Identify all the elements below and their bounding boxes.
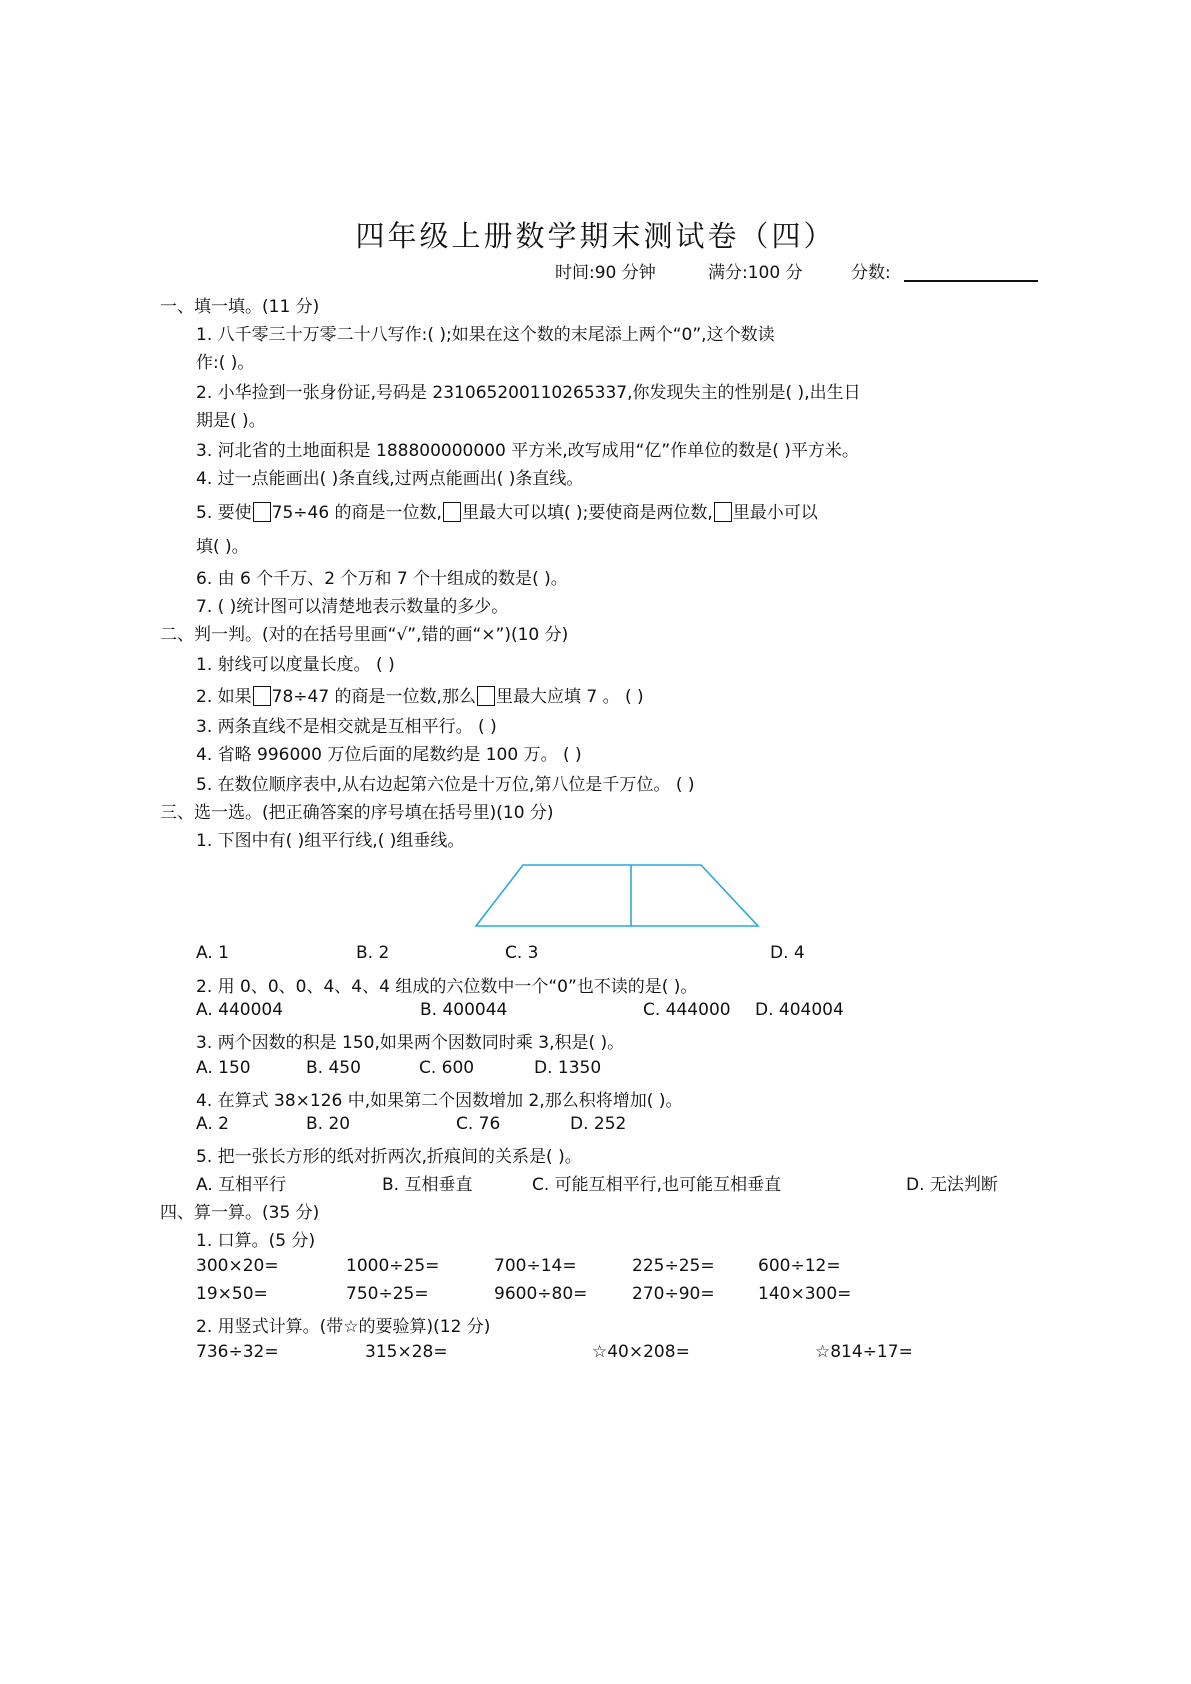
s2-q4: 4. 省略 996000 万位后面的尾数约是 100 万。 ( ) bbox=[196, 745, 582, 765]
blank-box bbox=[477, 686, 495, 706]
blank-box bbox=[253, 686, 271, 706]
s3-q4-option-b: B. 20 bbox=[306, 1114, 351, 1134]
oral-calc-item: 9600÷80= bbox=[494, 1284, 588, 1304]
vertical-calc-item: 736÷32= bbox=[196, 1342, 279, 1362]
s1-q3: 3. 河北省的土地面积是 188800000000 平方米,改写成用“亿”作单位的数是( )平方米。 bbox=[196, 441, 859, 461]
vertical-calc-item: 315×28= bbox=[365, 1342, 448, 1362]
s3-q1-option-c: C. 3 bbox=[505, 943, 539, 963]
s1-q5-line1 bbox=[196, 498, 818, 523]
s3-q5-option-d: D. 无法判断 bbox=[906, 1175, 998, 1195]
s1-q5-text-3: 里最大可以填( );要使商是两位数, bbox=[461, 503, 713, 523]
trapezoid-figure bbox=[473, 863, 763, 929]
oral-calc-item: 700÷14= bbox=[494, 1256, 577, 1276]
section-2-heading: 二、判一判。(对的在括号里画“√”,错的画“×”)(10 分) bbox=[160, 625, 569, 645]
score-blank bbox=[904, 280, 1038, 282]
oral-calc-item: 300×20= bbox=[196, 1256, 279, 1276]
s3-q5: 5. 把一张长方形的纸对折两次,折痕间的关系是( )。 bbox=[196, 1147, 582, 1167]
s3-q4-option-d: D. 252 bbox=[570, 1114, 627, 1134]
s2-q1: 1. 射线可以度量长度。 ( ) bbox=[196, 655, 395, 675]
s1-q4: 4. 过一点能画出( )条直线,过两点能画出( )条直线。 bbox=[196, 469, 584, 489]
s1-q1-line2: 作:( )。 bbox=[196, 353, 255, 373]
s1-q7: 7. ( )统计图可以清楚地表示数量的多少。 bbox=[196, 597, 509, 617]
s1-q5-text-2: 75÷46 的商是一位数, bbox=[271, 503, 442, 523]
s1-q5-text-4: 里最小可以 bbox=[732, 503, 818, 523]
full-score: 满分:100 分 bbox=[708, 263, 803, 283]
s3-q3: 3. 两个因数的积是 150,如果两个因数同时乘 3,积是( )。 bbox=[196, 1033, 625, 1053]
s3-q3-option-d: D. 1350 bbox=[534, 1058, 602, 1078]
oral-calc-item: 600÷12= bbox=[758, 1256, 841, 1276]
s2-q2-text-2: 78÷47 的商是一位数,那么 bbox=[271, 687, 476, 707]
s1-q5-text-1: 5. 要使 bbox=[196, 503, 252, 523]
blank-box bbox=[253, 502, 271, 522]
s3-q1-option-d: D. 4 bbox=[770, 943, 805, 963]
section-4-heading: 四、算一算。(35 分) bbox=[160, 1203, 320, 1223]
s1-q1-line1: 1. 八千零三十万零二十八写作:( );如果在这个数的末尾添上两个“0”,这个数读 bbox=[196, 325, 775, 345]
s1-q5-line2: 填( )。 bbox=[196, 537, 249, 557]
s1-q2-line1: 2. 小华捡到一张身份证,号码是 231065200110265337,你发现失主的性别是( ),出生日 bbox=[196, 383, 861, 403]
score-label: 分数: bbox=[851, 263, 891, 283]
s2-q3: 3. 两条直线不是相交就是互相平行。 ( ) bbox=[196, 717, 497, 737]
s3-q2-option-b: B. 400044 bbox=[420, 1000, 508, 1020]
s3-q1-option-a: A. 1 bbox=[196, 943, 229, 963]
s3-q1-option-b: B. 2 bbox=[356, 943, 390, 963]
s4-q2: 2. 用竖式计算。(带☆的要验算)(12 分) bbox=[196, 1317, 491, 1337]
s3-q4-option-c: C. 76 bbox=[456, 1114, 501, 1134]
s4-q1: 1. 口算。(5 分) bbox=[196, 1231, 316, 1251]
blank-box bbox=[443, 502, 461, 522]
s3-q2: 2. 用 0、0、0、4、4、4 组成的六位数中一个“0”也不读的是( )。 bbox=[196, 977, 698, 997]
s3-q4-option-a: A. 2 bbox=[196, 1114, 229, 1134]
s2-q2 bbox=[196, 682, 644, 707]
s3-q1: 1. 下图中有( )组平行线,( )组垂线。 bbox=[196, 831, 465, 851]
oral-calc-item: 225÷25= bbox=[632, 1256, 715, 1276]
oral-calc-item: 140×300= bbox=[758, 1284, 852, 1304]
page-title: 四年级上册数学期末测试卷（四） bbox=[355, 219, 836, 253]
section-1-heading: 一、填一填。(11 分) bbox=[160, 297, 320, 317]
exam-time: 时间:90 分钟 bbox=[555, 263, 656, 283]
vertical-calc-item: ☆814÷17= bbox=[815, 1342, 913, 1362]
s2-q5: 5. 在数位顺序表中,从右边起第六位是十万位,第八位是千万位。 ( ) bbox=[196, 775, 695, 795]
s2-q2-text-3: 里最大应填 7 。 ( ) bbox=[495, 687, 644, 707]
s3-q2-option-c: C. 444000 bbox=[643, 1000, 731, 1020]
s3-q3-option-b: B. 450 bbox=[306, 1058, 361, 1078]
s2-q2-text-1: 2. 如果 bbox=[196, 687, 252, 707]
oral-calc-item: 750÷25= bbox=[346, 1284, 429, 1304]
blank-box bbox=[714, 502, 732, 522]
s3-q2-option-d: D. 404004 bbox=[755, 1000, 844, 1020]
s1-q2-line2: 期是( )。 bbox=[196, 411, 266, 431]
s1-q6: 6. 由 6 个千万、2 个万和 7 个十组成的数是( )。 bbox=[196, 569, 568, 589]
s3-q5-option-b: B. 互相垂直 bbox=[382, 1175, 473, 1195]
s3-q5-option-a: A. 互相平行 bbox=[196, 1175, 287, 1195]
oral-calc-item: 1000÷25= bbox=[346, 1256, 440, 1276]
s3-q3-option-c: C. 600 bbox=[419, 1058, 475, 1078]
oral-calc-item: 19×50= bbox=[196, 1284, 268, 1304]
s3-q4: 4. 在算式 38×126 中,如果第二个因数增加 2,那么积将增加( )。 bbox=[196, 1091, 683, 1111]
s3-q5-option-c: C. 可能互相平行,也可能互相垂直 bbox=[532, 1175, 782, 1195]
oral-calc-item: 270÷90= bbox=[632, 1284, 715, 1304]
s3-q3-option-a: A. 150 bbox=[196, 1058, 251, 1078]
s3-q2-option-a: A. 440004 bbox=[196, 1000, 284, 1020]
vertical-calc-item: ☆40×208= bbox=[592, 1342, 690, 1362]
section-3-heading: 三、选一选。(把正确答案的序号填在括号里)(10 分) bbox=[160, 803, 554, 823]
